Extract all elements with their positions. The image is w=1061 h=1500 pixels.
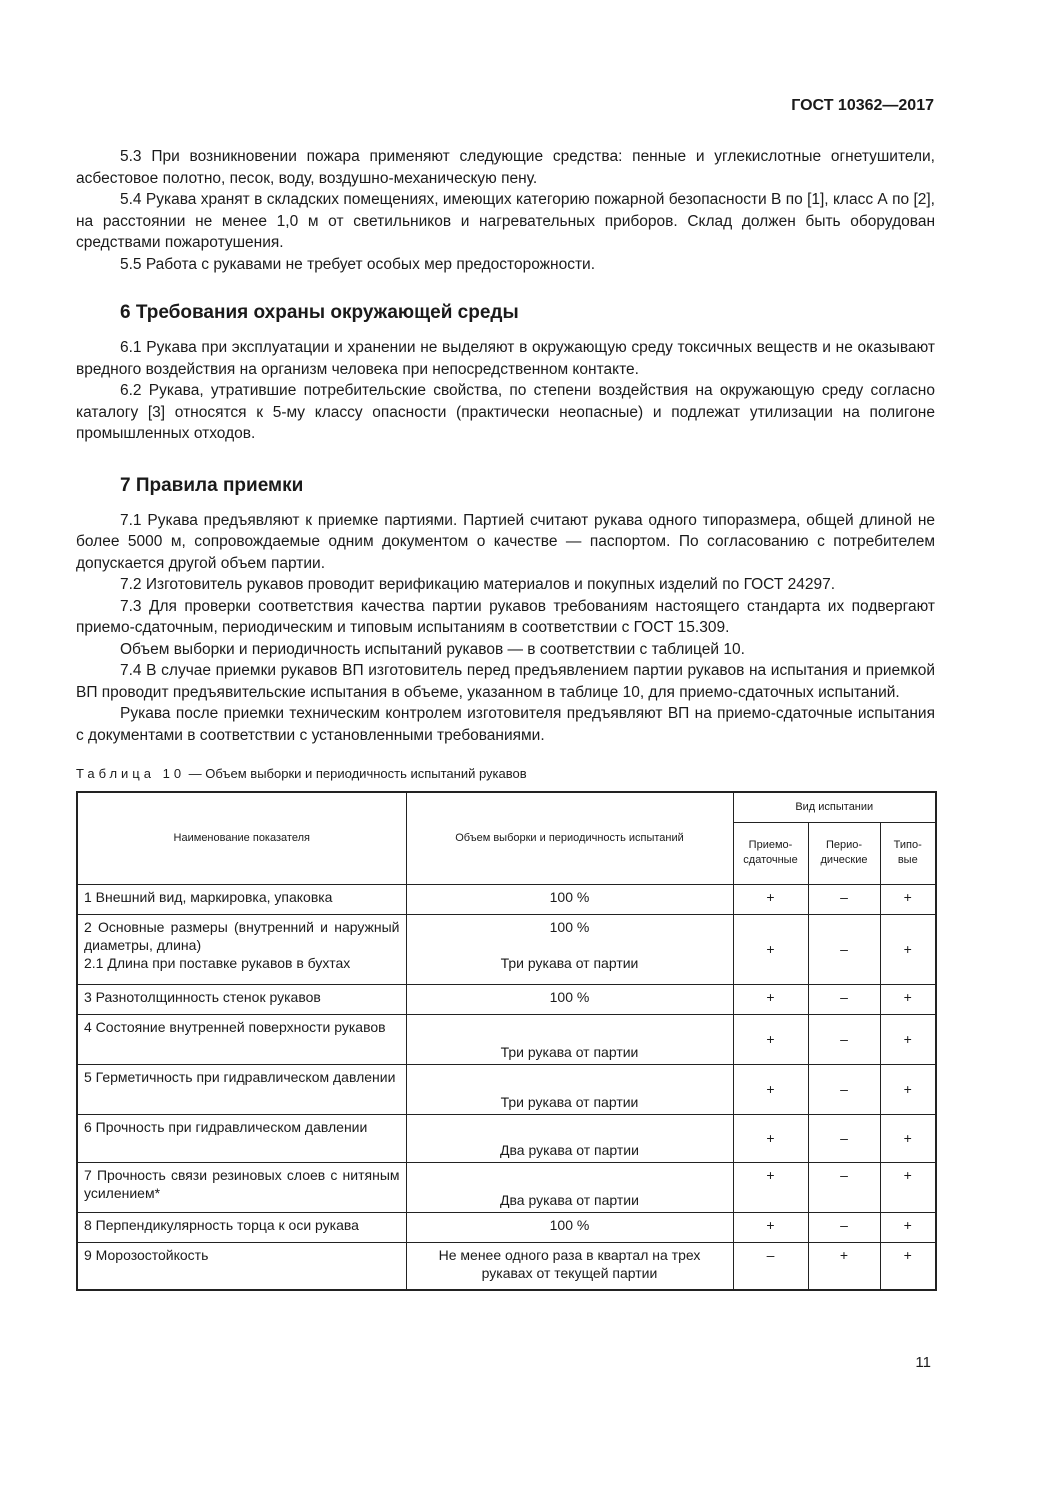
row-periodic: – xyxy=(808,984,880,1014)
table-row xyxy=(77,1014,936,1064)
table-row xyxy=(77,1064,936,1114)
row-type: + xyxy=(880,1114,936,1162)
page-content xyxy=(76,146,935,1291)
paragraph-7-3: 7.3 Для проверки соответствия качества партии рукавов требованиям настоящего стандарта их подвергают приемо-сдаточным, периодическим и типовым испытаниям в соответствии с ГОСТ 15.309. xyxy=(76,597,935,636)
row-periodic: – xyxy=(808,1212,880,1242)
row-type: + xyxy=(880,884,936,914)
row-periodic: + xyxy=(808,1242,880,1290)
row-volume: 100 % xyxy=(406,984,733,1014)
table-row xyxy=(77,884,936,914)
header-periodic: Периодические xyxy=(808,822,880,884)
header-volume: Объем выборки и периодичность испытаний xyxy=(406,792,733,884)
row-acceptance: + xyxy=(733,1064,808,1114)
table-row xyxy=(77,1242,936,1290)
document-id: ГОСТ 10362—2017 xyxy=(791,97,934,114)
row-volume: 100 % xyxy=(406,1212,733,1242)
row-volume-sub: Три рукава от партии xyxy=(500,954,639,971)
row-periodic: – xyxy=(808,914,880,984)
paragraph-6-2: 6.2 Рукава, утратившие потребительские свойства, по степени воздействия на окружающую среду согласно каталогу [3] относятся к 5-му классу опасности (практически неопасные) и подлежат утилизации на полигоне промышленных отходов. xyxy=(76,382,935,442)
row-name: 8 Перпендикулярность торца к оси рукава xyxy=(77,1212,406,1242)
row-acceptance: + xyxy=(733,914,808,984)
row-volume: 100 % xyxy=(406,884,733,914)
row-acceptance: + xyxy=(733,1014,808,1064)
header-name: Наименование показателя xyxy=(77,792,406,884)
row-type: + xyxy=(880,1064,936,1114)
row-name: 4 Состояние внутренней поверхности рукавов xyxy=(77,1014,406,1064)
paragraph-5-4: 5.4 Рукава хранят в складских помещениях, имеющих категорию пожарной безопасности В по [1], класс А по [2], на расстоянии не менее 1,0 м от светильников и нагревательных приборов. Склад должен быть оборудован средствами пожаротушения. xyxy=(76,191,935,251)
table-caption xyxy=(76,766,935,781)
section-7-heading: 7 Правила приемки xyxy=(120,474,304,496)
row-acceptance: + xyxy=(733,884,808,914)
row-name: 3 Разнотолщинность стенок рукавов xyxy=(77,984,406,1014)
row-periodic: – xyxy=(808,1014,880,1064)
row-volume: Три рукава от партии xyxy=(406,1014,733,1064)
row-volume: Три рукава от партии xyxy=(406,1064,733,1114)
row-type: + xyxy=(880,1212,936,1242)
row-periodic: – xyxy=(808,1162,880,1212)
row-periodic: – xyxy=(808,1064,880,1114)
row-name: 9 Морозостойкость xyxy=(77,1242,406,1290)
row-type: + xyxy=(880,1014,936,1064)
row-volume xyxy=(406,914,733,984)
row-name-sub: 2.1 Длина при поставке рукавов в бухтах xyxy=(84,954,351,971)
table-caption-label: Таблица 10 xyxy=(76,766,186,781)
header-test-type: Вид испытании xyxy=(733,792,936,822)
row-volume: Два рукава от партии xyxy=(406,1114,733,1162)
row-acceptance: + xyxy=(733,1162,808,1212)
table-row xyxy=(77,1162,936,1212)
row-name xyxy=(77,914,406,984)
table-caption-text: — Объем выборки и периодичность испытаний рукавов xyxy=(185,766,527,781)
row-type: + xyxy=(880,914,936,984)
row-name: 5 Герметичность при гидравлическом давлении xyxy=(77,1064,406,1114)
section-6-heading: 6 Требования охраны окружающей среды xyxy=(120,302,519,323)
row-type: + xyxy=(880,1162,936,1212)
row-volume-main: 100 % xyxy=(549,918,590,935)
acceptance-table xyxy=(76,791,937,1291)
row-periodic: – xyxy=(808,1114,880,1162)
row-type: + xyxy=(880,984,936,1014)
paragraph-7-2: 7.2 Изготовитель рукавов проводит верификацию материалов и покупных изделий по ГОСТ 24297. xyxy=(120,576,836,593)
row-name-main: 2 Основные размеры (внутренний и наружный диаметры, длина) xyxy=(84,918,400,953)
paragraph-5-5: 5.5 Работа с рукавами не требует особых мер предосторожности. xyxy=(120,255,596,273)
table-row xyxy=(77,1212,936,1242)
row-acceptance: + xyxy=(733,1212,808,1242)
paragraph-7-3-note: Объем выборки и периодичность испытаний рукавов — в соответствии с таблицей 10. xyxy=(120,640,745,658)
paragraph-7-1: 7.1 Рукава предъявляют к приемке партиями. Партией считают рукава одного типоразмера, общей длиной не более 5000 м, сопровождаемые одним документом о качестве — паспортом. По согласованию с потребителем допускается другой объем партии. xyxy=(76,511,935,572)
row-volume: Два рукава от партии xyxy=(406,1162,733,1212)
paragraph-7-4-note: Рукава после приемки техническим контролем изготовителя предъявляют ВП на приемо-сдаточные испытания с документами в соответствии с установленными требованиями. xyxy=(76,705,935,744)
row-periodic: – xyxy=(808,884,880,914)
page-number: 11 xyxy=(915,1354,931,1371)
table-row xyxy=(77,1114,936,1162)
row-volume: Не менее одного раза в квартал на трех рукавах от текущей партии xyxy=(406,1242,733,1290)
paragraph-7-4: 7.4 В случае приемки рукавов ВП изготовитель перед предъявлением партии рукавов на испытания и приемкой ВП проводит предъявительские испытания в объеме, указанном в таблице 10, для приемо-сдаточных испытаний. xyxy=(76,662,935,701)
row-acceptance: + xyxy=(733,984,808,1014)
table-row xyxy=(77,914,936,984)
row-acceptance: – xyxy=(733,1242,808,1290)
row-type: + xyxy=(880,1242,936,1290)
row-acceptance: + xyxy=(733,1114,808,1162)
paragraph-6-1: 6.1 Рукава при эксплуатации и хранении не выделяют в окружающую среду токсичных веществ и не оказывают вредного воздействия на организм человека при непосредственном контакте. xyxy=(76,339,935,378)
table-row xyxy=(77,984,936,1014)
header-type: Типовые xyxy=(880,822,936,884)
paragraph-5-3: 5.3 При возникновении пожара применяют следующие средства: пенные и углекислотные огнетушители, асбестовое полотно, песок, воду, воздушно-механическую пену. xyxy=(76,148,935,187)
header-acceptance: Приемосдаточные xyxy=(733,822,808,884)
row-name: 1 Внешний вид, маркировка, упаковка xyxy=(77,884,406,914)
row-name: 7 Прочность связи резиновых слоев с нитяным усилением* xyxy=(77,1162,406,1212)
row-name: 6 Прочность при гидравлическом давлении xyxy=(77,1114,406,1162)
